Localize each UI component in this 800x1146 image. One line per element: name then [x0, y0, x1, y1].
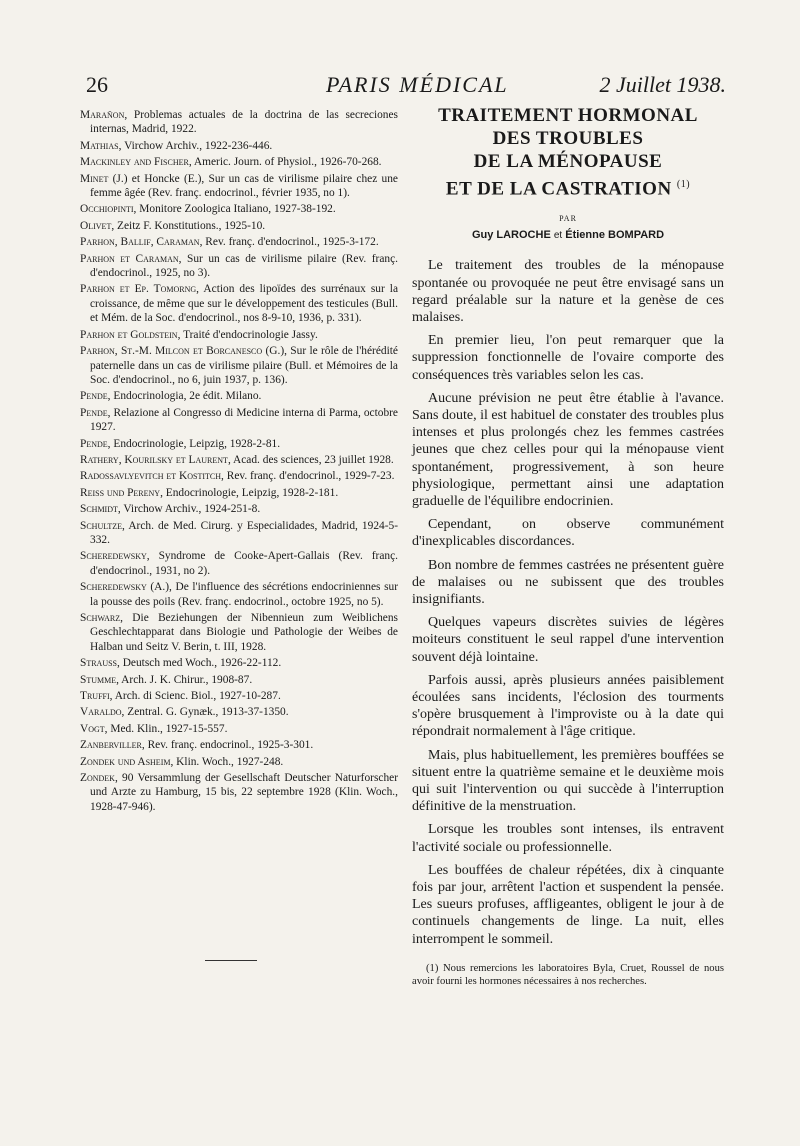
byline-authors	[412, 229, 724, 241]
reference-entry	[80, 406, 398, 435]
article-paragraph: Le traitement des troubles de la ménopause spontanée ou provoquée ne peut être envisagé sans un regard préalable sur la nature et la genèse de ces malaises.	[412, 258, 724, 325]
reference-author: Varaldo,	[80, 706, 125, 719]
author-name: Étienne BOMPARD	[565, 229, 665, 242]
title-line-text: ET DE LA CASTRATION	[445, 178, 672, 200]
reference-entry	[80, 172, 398, 201]
author-conjunction: et	[553, 230, 563, 242]
article-paragraph: Aucune prévision ne peut être établie à l'avance. Sans doute, il est habituel de constater des troubles plus intenses et plus prolongés chez les femmes castrées jeunes que chez celles pour qui la ménopause vient spontanément, progressivement, à son heure physiologique, permettant ainsi une adaptation graduelle de l'équilibre endocrinien.	[412, 390, 724, 509]
reference-text: Rev. franç. endocrinol., 1925-3-301.	[144, 739, 314, 752]
reference-entry	[80, 389, 398, 403]
title-line: TRAITEMENT HORMONAL	[438, 105, 698, 126]
reference-text: Monitore Zoologica Italiano, 1927-38-192.	[136, 203, 336, 216]
byline-par: PAR	[559, 214, 577, 224]
reference-entry	[80, 580, 398, 609]
reference-text: Klin. Woch., 1927-248.	[173, 755, 284, 768]
reference-entry	[80, 235, 398, 249]
page-number: 26	[86, 72, 108, 97]
article-paragraph: Cependant, on observe communément d'inexplicables discordances.	[412, 517, 724, 550]
reference-author: Truffi,	[80, 690, 113, 703]
article-body	[412, 257, 724, 948]
reference-entry	[80, 689, 398, 703]
article-paragraph: En premier lieu, l'on peut remarquer que la suppression fonctionnelle de l'ovaire comporte des conséquences très variables selon les cas.	[412, 333, 724, 383]
reference-entry	[80, 219, 398, 233]
article-paragraph: Mais, plus habituellement, les premières bouffées se situent entre la quatrième semaine et le deuxième mois qui suit l'intervention ou qui succède à l'interruption définitive de la menstruation.	[412, 747, 724, 815]
reference-text: Syndrome de Cooke-Apert-Gallais (Rev. franç. d'endocrinol., 1931, no 2).	[90, 550, 398, 577]
author-name: Guy LAROCHE	[471, 229, 551, 242]
reference-text: Deutsch med Woch., 1926-22-112.	[119, 657, 282, 670]
reference-author: Pende,	[80, 390, 111, 403]
reference-text: Acad. des sciences, 23 juillet 1928.	[230, 453, 394, 466]
article-paragraph: Bon nombre de femmes castrées ne présentent guère de malaises ou ne subissent que des troubles insignifiants.	[412, 557, 724, 607]
reference-author: Parhon et Goldstein,	[80, 328, 181, 341]
reference-entry	[80, 469, 398, 483]
reference-author: Zanberviller,	[80, 739, 145, 752]
reference-text: Die Beziehungen der Nibennieun zum Weiblichens Geschlechtapparat dans Biologie und Pathologie der Weibes de Halban und Seitz V. Berin, t. III, 1928.	[90, 612, 398, 653]
reference-author: Schmidt,	[80, 503, 121, 516]
reference-author: Stumme,	[80, 673, 119, 686]
reference-entry	[80, 139, 398, 153]
reference-author: Vogt,	[80, 722, 108, 735]
article-column	[412, 104, 724, 989]
reference-author: Scheredewsky	[80, 581, 147, 594]
reference-text: (J.) et Honcke (E.), Sur un cas de virilisme pilaire chez une femme âgée (Rev. franç. endocrinol., février 1935, no 1).	[90, 172, 398, 200]
reference-author: Parhon, Ballif, Caraman,	[80, 236, 203, 249]
reference-entry	[80, 328, 398, 342]
reference-entry	[80, 202, 398, 216]
title-line: DE LA MÉNOPAUSE	[473, 151, 663, 172]
article-paragraph: Lorsque les troubles sont intenses, ils entravent l'activité sociale ou professionnelle.	[412, 822, 724, 855]
reference-author: Schwarz,	[80, 612, 123, 624]
reference-text: Endocrinologia, 2e édit. Milano.	[110, 390, 262, 403]
reference-entry	[80, 519, 398, 548]
reference-text: Action des lipoïdes des surrénaux sur la croissance, de même que sur le développement des testicules (Bull. et Mém. de la Soc. d'endocrinol., nos 8-9-10, 1936, p. 331).	[90, 283, 399, 325]
reference-text: Sur un cas de virilisme pilaire (Rev. franç. d'endocrinol., 1925, no 3).	[90, 252, 398, 280]
reference-text: Virchow Archiv., 1924-251-8.	[120, 503, 261, 516]
reference-entry	[80, 486, 398, 500]
reference-entry	[80, 108, 398, 137]
reference-text: Rev. franç. d'endocrinol., 1925-3-172.	[202, 236, 379, 249]
reference-author: Mathias,	[80, 139, 122, 152]
reference-author: Strauss,	[80, 657, 120, 670]
reference-text: Arch. de Med. Cirurg. y Especialidades, Madrid, 1924-5-332.	[90, 519, 398, 546]
reference-text: 90 Versammlung der Gesellschaft Deutscher Naturforscher und Arzte zu Hamburg, 15 bis, 22 septembre 1928 (Klin. Woch., 1928-47-946).	[90, 772, 398, 813]
reference-author: Mackinley and Fischer,	[80, 156, 192, 169]
reference-entry	[80, 453, 398, 467]
reference-author: Schultze,	[80, 519, 125, 532]
reference-entry	[80, 611, 398, 654]
article-paragraph: Parfois aussi, après plusieurs années paisiblement écoulées sans incidents, l'éclosion des tourments s'opère brusquement à l'improviste ou à la date qui répondrait normalement à l'âge critique.	[412, 672, 724, 740]
reference-entry	[80, 771, 398, 814]
reference-entry	[80, 705, 398, 719]
page-header	[86, 72, 726, 102]
reference-text: Americ. Journ. of Physiol., 1926-70-268.	[191, 156, 382, 169]
reference-text: Traité d'endocrinologie Jassy.	[180, 328, 318, 341]
issue-date: 2 Juillet 1938.	[599, 72, 726, 97]
journal-title: PARIS MÉDICAL	[326, 72, 509, 97]
reference-author: Parhon, St.-M. Milcon et Borcanesco	[80, 345, 263, 358]
reference-entry	[80, 673, 398, 687]
reference-text: Relazione al Congresso di Medicine interna di Parma, octobre 1927.	[90, 406, 398, 434]
reference-entry	[80, 282, 398, 325]
reference-author: Pende,	[80, 437, 111, 450]
reference-entry	[80, 252, 398, 281]
title-line	[412, 173, 724, 200]
reference-author: Occhiopinti,	[80, 203, 137, 216]
reference-text: (A.), De l'influence des sécrétions endocriniennes sur la pousse des poils (Rev. franç. endocrinol., octobre 1925, no 5).	[90, 581, 398, 608]
reference-author: Minet	[80, 172, 109, 185]
reference-author: Parhon et Caraman,	[80, 252, 182, 265]
reference-text: Endocrinologie, Leipzig, 1928-2-181.	[162, 486, 339, 499]
reference-author: Marañon,	[80, 109, 128, 121]
reference-entry	[80, 155, 398, 169]
reference-author: Olivet,	[80, 219, 115, 232]
footnote: (1) Nous remercions les laboratoires Byla, Cruet, Roussel de nous avoir fourni les hormones nécessaires à nos recherches.	[412, 962, 724, 988]
reference-text: Zentral. G. Gynæk., 1913-37-1350.	[124, 706, 289, 719]
reference-entry	[80, 502, 398, 516]
reference-entry	[80, 344, 398, 387]
article-title	[412, 104, 724, 200]
references-column	[80, 108, 398, 816]
reference-text: Virchow Archiv., 1922-236-446.	[121, 139, 273, 152]
reference-author: Reiss und Pereny,	[80, 486, 163, 499]
reference-entry	[80, 738, 398, 752]
reference-entry	[80, 437, 398, 451]
article-paragraph: Quelques vapeurs discrètes suivies de légères moiteurs constituent le seul rappel d'une intervention souvent déjà lointaine.	[412, 615, 724, 665]
column-end-rule	[205, 960, 257, 961]
reference-text: Arch. di Scienc. Biol., 1927-10-287.	[112, 690, 281, 703]
reference-author: Radossavlyevitch et Kostitch,	[80, 470, 224, 483]
reference-author: Rathery, Kourilsky et Laurent,	[80, 453, 231, 466]
reference-entry	[80, 656, 398, 670]
reference-text: Med. Klin., 1927-15-557.	[107, 722, 228, 735]
article-paragraph: Les bouffées de chaleur répétées, dix à cinquante fois par jour, arrêtent l'action et suspendent la pensée. Les sueurs profuses, affligeantes, obligent le jour à de continuels changements de linge. La nuit, elles interrompent le sommeil.	[412, 862, 724, 947]
reference-author: Zondek und Asheim,	[80, 755, 174, 768]
footnote-marker: (1)	[676, 179, 691, 190]
reference-author: Scheredewsky,	[80, 550, 150, 563]
reference-entry	[80, 755, 398, 769]
reference-entry	[80, 722, 398, 736]
reference-author: Parhon et Ep. Tomorng,	[80, 283, 200, 296]
reference-text: Problemas actuales de la doctrina de las secreciones internas, Madrid, 1922.	[90, 109, 398, 136]
reference-text: (G.), Sur le rôle de l'hérédité paternelle dans un cas de virilisme pilaire (Bull. et Mémoires de la Soc. d'endocrinol., no 6, juin 1937, p. 136).	[90, 345, 398, 386]
reference-author: Pende,	[80, 406, 111, 419]
reference-entry	[80, 549, 398, 578]
reference-text: Zeitz F. Konstitutions., 1925-10.	[114, 219, 266, 232]
reference-author: Zondek,	[80, 772, 118, 785]
reference-text: Arch. J. K. Chirur., 1908-87.	[118, 673, 253, 686]
reference-text: Rev. franç. d'endocrinol., 1929-7-23.	[223, 470, 395, 483]
reference-text: Endocrinologie, Leipzig, 1928-2-81.	[110, 437, 281, 450]
title-line: DES TROUBLES	[492, 128, 644, 149]
